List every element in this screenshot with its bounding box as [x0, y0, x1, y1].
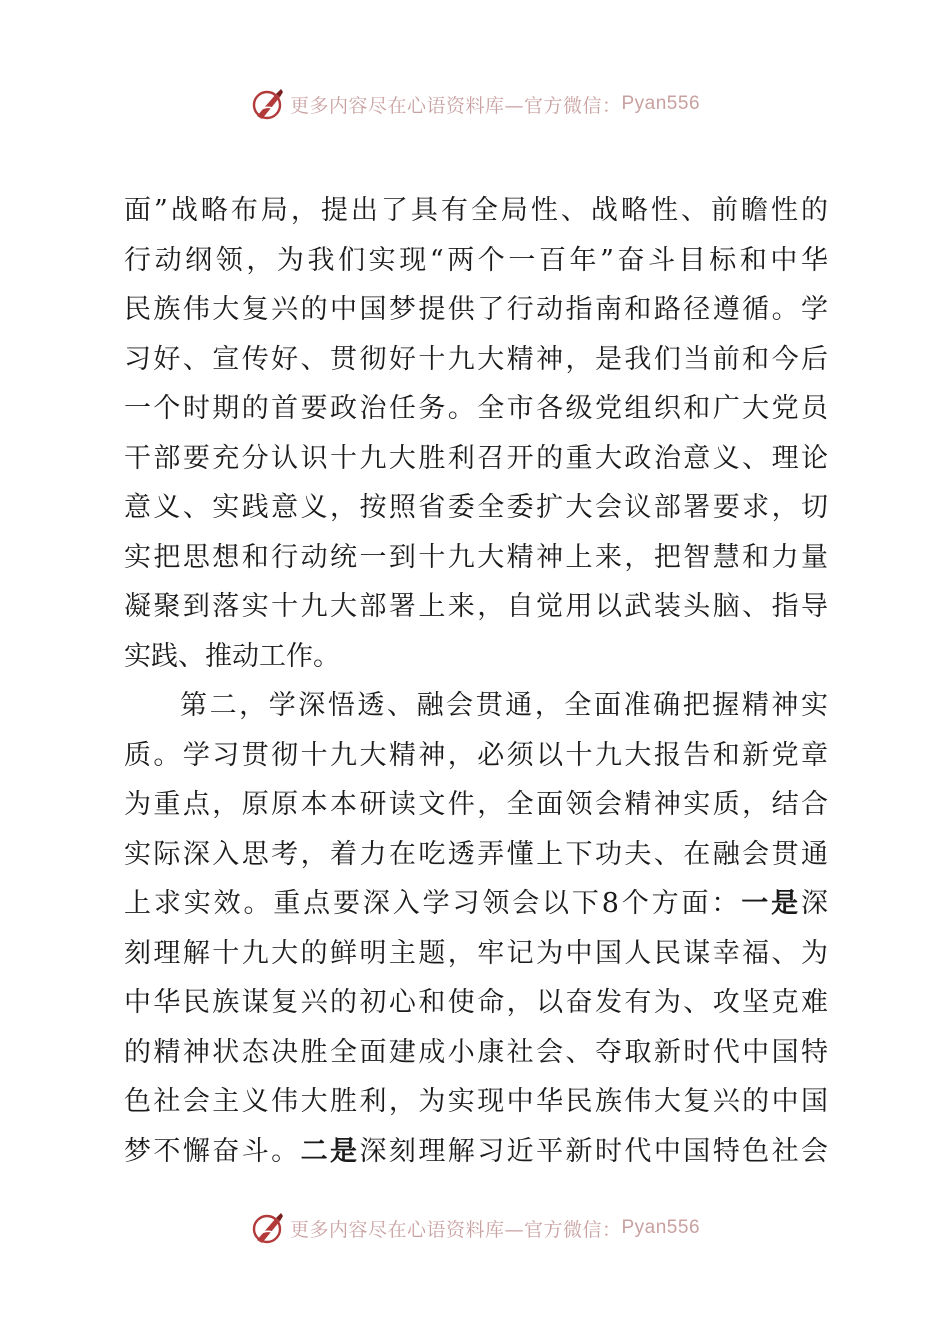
- text-line: [124, 978, 828, 1028]
- header-watermark: [0, 84, 950, 124]
- text-line: [124, 1127, 828, 1177]
- text-segment: 一个时期的首要政治任务。全市各级党组织和广大党员: [124, 393, 828, 424]
- text-segment: 梦不懈奋斗。: [124, 1135, 301, 1167]
- paragraph: [124, 681, 828, 1176]
- bold-text-segment: 二是: [300, 1135, 360, 1167]
- text-segment: 深刻理解习近平新时代中国特色社会: [359, 1135, 829, 1167]
- text-segment: 色社会主义伟大胜利，为实现中华民族伟大复兴的中国: [124, 1086, 828, 1117]
- text-segment: 实际深入思考，着力在吃透弄懂上下功夫、在融会贯通: [124, 838, 828, 870]
- text-segment: 上求实效。重点要深入学习领会以下8个方面：: [124, 888, 742, 919]
- text-segment: 质。学习贯彻十九大精神，必须以十九大报告和新党章: [124, 739, 828, 771]
- text-line: [124, 681, 828, 731]
- text-line: [124, 929, 828, 979]
- text-line: [124, 1077, 828, 1127]
- text-segment: 实把思想和行动统一到十九大精神上来，把智慧和力量: [124, 541, 828, 573]
- text-line: [124, 483, 828, 533]
- text-line: [124, 780, 828, 830]
- text-segment: 凝聚到落实十九大部署上来，自觉用以武装头脑、指导: [124, 591, 828, 622]
- text-segment: 实践、推动工作。: [124, 640, 340, 672]
- text-line: [124, 186, 828, 236]
- text-line: [124, 582, 828, 632]
- footer-watermark: [0, 1208, 950, 1248]
- text-segment: 刻理解十九大的鲜明主题，牢记为中国人民谋幸福、为: [124, 937, 828, 969]
- text-line: [124, 434, 828, 484]
- text-segment: 面”战略布局，提出了具有全局性、战略性、前瞻性的: [124, 195, 828, 226]
- text-line: [124, 830, 828, 880]
- text-line: [124, 285, 828, 335]
- text-segment: 干部要充分认识十九大胜利召开的重大政治意义、理论: [124, 442, 828, 474]
- text-line: [124, 533, 828, 583]
- text-segment: 意义、实践意义，按照省委全委扩大会议部署要求，切: [124, 492, 828, 523]
- text-segment: 的精神状态决胜全面建成小康社会、夺取新时代中国特: [124, 1036, 828, 1068]
- text-segment: 为重点，原原本本研读文件，全面领会精神实质，结合: [124, 789, 828, 820]
- document-body: [124, 186, 828, 1176]
- pen-logo-icon: [250, 86, 286, 122]
- bold-text-segment: 一是: [741, 888, 802, 919]
- text-segment: 习好、宣传好、贯彻好十九大精神，是我们当前和今后: [124, 343, 828, 375]
- text-segment: 第二，学深悟透、融会贯通，全面准确把握精神实: [180, 690, 828, 721]
- text-line: [124, 879, 828, 929]
- text-line: [124, 632, 828, 682]
- text-segment: 深: [801, 888, 829, 919]
- watermark-text: 更多内容尽在心语资料库—官方微信：: [289, 1218, 622, 1241]
- text-line: [124, 384, 828, 434]
- text-line: [124, 335, 828, 385]
- paragraph: [124, 186, 828, 681]
- text-line: [124, 236, 828, 286]
- pen-logo-icon: [250, 1210, 286, 1246]
- watermark-text: 更多内容尽在心语资料库—官方微信：: [289, 94, 622, 117]
- text-segment: 行动纲领，为我们实现“两个一百年”奋斗目标和中华: [124, 244, 828, 276]
- text-line: [124, 731, 828, 781]
- text-segment: 中华民族谋复兴的初心和使命，以奋发有为、攻坚克难: [124, 987, 828, 1018]
- text-line: [124, 1028, 828, 1078]
- watermark-wechat-id: Pyan556: [621, 1217, 701, 1238]
- text-segment: 民族伟大复兴的中国梦提供了行动指南和路径遵循。学: [124, 294, 828, 325]
- watermark-wechat-id: Pyan556: [621, 93, 701, 114]
